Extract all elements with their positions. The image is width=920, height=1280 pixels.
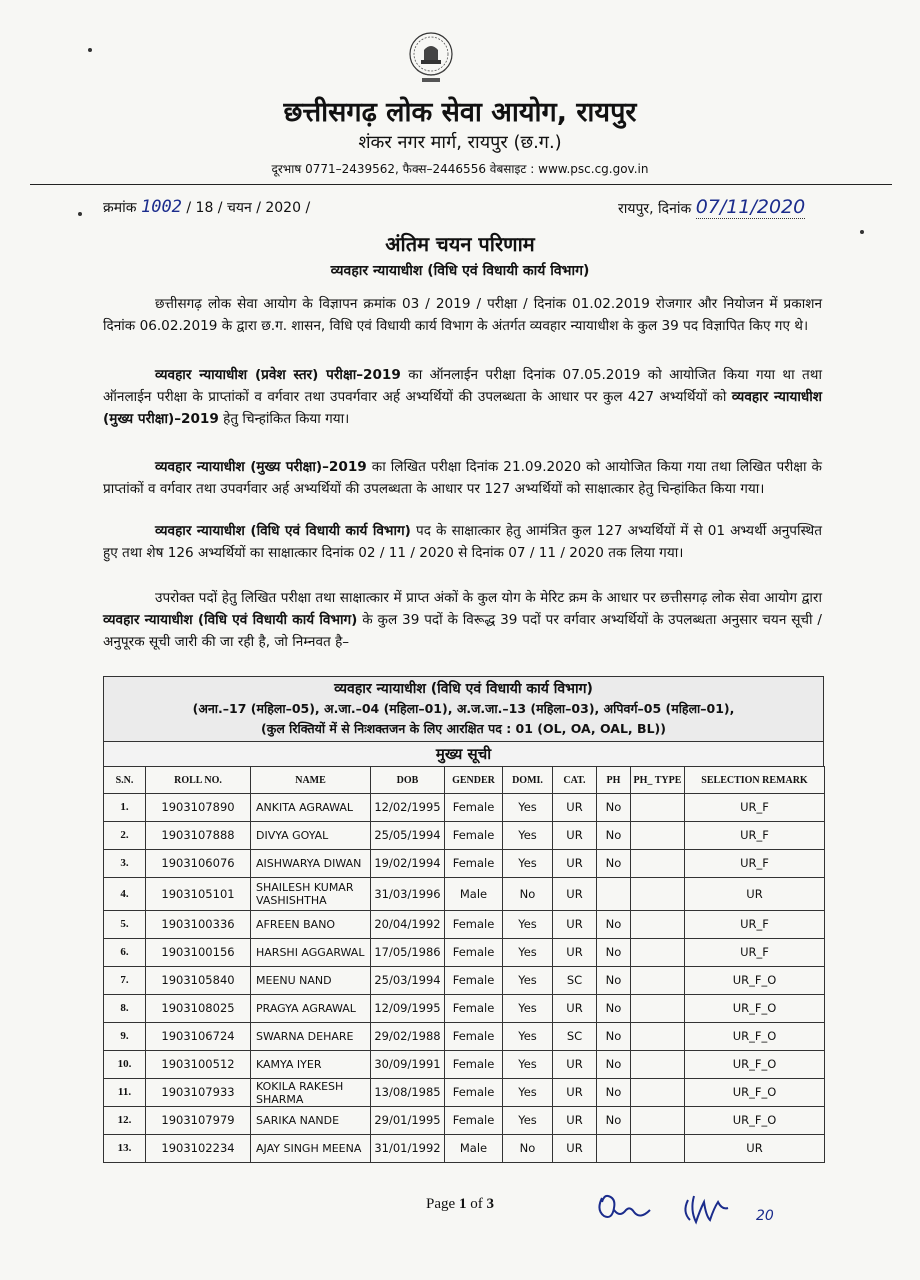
cell-sn: 6. [104, 939, 146, 967]
cell-remark: UR_F [685, 822, 825, 850]
cell-cat: UR [553, 911, 597, 939]
page-total: 3 [486, 1196, 494, 1212]
cell-cat: UR [553, 1079, 597, 1107]
cell-gender: Female [445, 911, 503, 939]
cell-name: AISHWARYA DIWAN [251, 850, 371, 878]
cell-sn: 7. [104, 967, 146, 995]
cell-sn: 12. [104, 1107, 146, 1135]
cell-domi: Yes [503, 1051, 553, 1079]
scan-speck [78, 212, 82, 216]
cell-remark: UR_F_O [685, 1023, 825, 1051]
cell-sn: 2. [104, 822, 146, 850]
cell-name: AJAY SINGH MEENA [251, 1135, 371, 1163]
cell-roll: 1903106724 [146, 1023, 251, 1051]
cell-name: SARIKA NANDE [251, 1107, 371, 1135]
cell-roll: 1903107888 [146, 822, 251, 850]
cell-roll: 1903102234 [146, 1135, 251, 1163]
paragraph-2-text-2: हेतु चिन्हांकित किया गया। [218, 411, 350, 427]
place-date-label: रायपुर, दिनांक [618, 201, 692, 217]
cell-ph: No [597, 1051, 631, 1079]
paragraph-3 [103, 456, 822, 500]
cell-domi: Yes [503, 822, 553, 850]
cell-remark: UR [685, 1135, 825, 1163]
cell-ph-type [631, 850, 685, 878]
column-header: GENDER [445, 767, 503, 794]
reference-prefix: क्रमांक [103, 200, 137, 216]
cell-cat: UR [553, 878, 597, 911]
cell-cat: UR [553, 1107, 597, 1135]
cell-dob: 31/01/1992 [371, 1135, 445, 1163]
cell-dob: 31/03/1996 [371, 878, 445, 911]
cell-gender: Female [445, 1023, 503, 1051]
document-title: अंतिम चयन परिणाम [385, 232, 535, 256]
cell-cat: UR [553, 939, 597, 967]
cell-name: KOKILA RAKESH SHARMA [251, 1079, 371, 1107]
cell-dob: 12/02/1995 [371, 794, 445, 822]
table-caption [103, 676, 824, 741]
header-divider [30, 184, 892, 185]
cell-sn: 8. [104, 995, 146, 1023]
table-row [104, 1051, 825, 1079]
cell-domi: Yes [503, 967, 553, 995]
selection-table-box [103, 676, 824, 1172]
table-row [104, 794, 825, 822]
cell-roll: 1903107890 [146, 794, 251, 822]
cell-domi: Yes [503, 850, 553, 878]
table-row [104, 1079, 825, 1107]
cell-cat: UR [553, 794, 597, 822]
cell-dob: 13/08/1985 [371, 1079, 445, 1107]
column-header: S.N. [104, 767, 146, 794]
cell-roll: 1903105101 [146, 878, 251, 911]
cell-sn: 9. [104, 1023, 146, 1051]
cell-remark: UR_F_O [685, 1107, 825, 1135]
paragraph-2-bold: व्यवहार न्यायाधीश (प्रवेश स्तर) परीक्षा–2019 [155, 367, 401, 383]
reference-handwritten-number: 1002 [140, 197, 182, 217]
handwritten-date: 07/11/2020 [695, 196, 806, 218]
cell-ph: No [597, 939, 631, 967]
cell-name: MEENU NAND [251, 967, 371, 995]
cell-name: AFREEN BANO [251, 911, 371, 939]
cell-dob: 30/09/1991 [371, 1051, 445, 1079]
cell-name: PRAGYA AGRAWAL [251, 995, 371, 1023]
column-header: DOMI. [503, 767, 553, 794]
cell-ph-type [631, 1079, 685, 1107]
org-contact: दूरभाष 0771–2439562, फैक्स–2446556 वेबसाइट : www.psc.cg.gov.in [271, 162, 649, 176]
paragraph-5-text: उपरोक्त पदों हेतु लिखित परीक्षा तथा साक्षात्कार में प्राप्त अंकों के कुल योग के मेरिट क्रम के आधार पर छत्तीसगढ़ लोक सेवा आयोग द्वारा [155, 590, 822, 606]
cell-domi: No [503, 878, 553, 911]
signatures [590, 1180, 820, 1240]
cell-domi: Yes [503, 794, 553, 822]
cell-remark: UR [685, 878, 825, 911]
cell-roll: 1903107979 [146, 1107, 251, 1135]
table-caption-reservation: (अना.–17 (महिला–05), अ.जा.–04 (महिला–01), अ.ज.जा.–13 (महिला–03), अपिवर्ग–05 (महिला–01), [192, 701, 735, 716]
cell-name: DIVYA GOYAL [251, 822, 371, 850]
cell-name: SHAILESH KUMAR VASHISHTHA [251, 878, 371, 911]
cell-ph-type [631, 1135, 685, 1163]
cell-domi: Yes [503, 939, 553, 967]
cell-remark: UR_F [685, 794, 825, 822]
cell-name: ANKITA AGRAWAL [251, 794, 371, 822]
cell-ph-type [631, 1023, 685, 1051]
government-emblem-icon [407, 30, 455, 88]
cell-ph: No [597, 850, 631, 878]
cell-domi: Yes [503, 995, 553, 1023]
cell-gender: Female [445, 1079, 503, 1107]
cell-ph-type [631, 995, 685, 1023]
cell-domi: Yes [503, 911, 553, 939]
cell-sn: 10. [104, 1051, 146, 1079]
paragraph-2-text: का ऑनलाईन परीक्षा दिनांक 07.05.2019 को आयोजित किया गया था तथा ऑनलाईन परीक्षा के प्राप्तांकों व वर्गवार तथा उपवर्गवार अर्ह अभ्यर्थियों की उपलब्धता के आधार पर कुल 427 अभ्यर्थियों को [103, 367, 822, 405]
paragraph-5 [103, 587, 822, 653]
cell-dob: 19/02/1994 [371, 850, 445, 878]
cell-gender: Female [445, 939, 503, 967]
table-row [104, 911, 825, 939]
cell-ph-type [631, 1051, 685, 1079]
cell-cat: UR [553, 1051, 597, 1079]
cell-cat: UR [553, 995, 597, 1023]
page-current: 1 [458, 1196, 467, 1212]
column-header: PH [597, 767, 631, 794]
cell-sn: 5. [104, 911, 146, 939]
selection-table [103, 766, 825, 1163]
cell-dob: 17/05/1986 [371, 939, 445, 967]
cell-dob: 25/05/1994 [371, 822, 445, 850]
table-row [104, 850, 825, 878]
cell-ph-type [631, 878, 685, 911]
cell-name: SWARNA DEHARE [251, 1023, 371, 1051]
cell-gender: Male [445, 1135, 503, 1163]
cell-ph: No [597, 995, 631, 1023]
cell-gender: Female [445, 1051, 503, 1079]
cell-domi: No [503, 1135, 553, 1163]
cell-remark: UR_F_O [685, 995, 825, 1023]
paragraph-5-text-2: के कुल 39 पदों के विरूद्ध 39 पदों पर वर्गवार अभ्यर्थियों के उपलब्धता अनुसार चयन सूची / अनुपूरक सूची जारी की जा रही है, जो निम्नवत है– [103, 612, 822, 650]
paragraph-5-bold: व्यवहार न्यायाधीश (विधि एवं विधायी कार्य विभाग) [103, 612, 358, 628]
column-header: ROLL NO. [146, 767, 251, 794]
cell-remark: UR_F_O [685, 1079, 825, 1107]
column-header: CAT. [553, 767, 597, 794]
cell-remark: UR_F [685, 850, 825, 878]
cell-sn: 4. [104, 878, 146, 911]
cell-ph-type [631, 967, 685, 995]
table-row [104, 878, 825, 911]
main-list-heading: मुख्य सूची [103, 741, 824, 766]
cell-remark: UR_F_O [685, 1051, 825, 1079]
cell-gender: Female [445, 822, 503, 850]
cell-domi: Yes [503, 1107, 553, 1135]
org-address: शंकर नगर मार्ग, रायपुर (छ.ग.) [358, 132, 562, 153]
paragraph-2-bold-2: व्यवहार न्यायाधीश (मुख्य परीक्षा)–2019 [103, 389, 822, 427]
cell-roll: 1903100336 [146, 911, 251, 939]
table-row [104, 995, 825, 1023]
cell-ph-type [631, 822, 685, 850]
cell-ph: No [597, 1107, 631, 1135]
paragraph-4 [103, 520, 822, 564]
cell-remark: UR_F [685, 911, 825, 939]
cell-cat: UR [553, 850, 597, 878]
paragraph-1: छत्तीसगढ़ लोक सेवा आयोग के विज्ञापन क्रमांक 03 / 2019 / परीक्षा / दिनांक 01.02.2019 रोजगार और नियोजन में प्रकाशन दिनांक 06.02.2019 के द्वारा छ.ग. शासन, विधि एवं विधायी कार्य विभाग के अंतर्गत व्यवहार न्यायाधीश के कुल 39 पद विज्ञापित किए गए थे। [103, 296, 822, 334]
cell-gender: Female [445, 850, 503, 878]
table-row [104, 939, 825, 967]
cell-sn: 13. [104, 1135, 146, 1163]
cell-ph-type [631, 939, 685, 967]
cell-name: HARSHI AGGARWAL [251, 939, 371, 967]
cell-roll: 1903108025 [146, 995, 251, 1023]
cell-name: KAMYA IYER [251, 1051, 371, 1079]
cell-cat: SC [553, 967, 597, 995]
cell-roll: 1903100512 [146, 1051, 251, 1079]
paragraph-4-text: पद के साक्षात्कार हेतु आमंत्रित कुल 127 अभ्यर्थियों में से 01 अभ्यर्थी अनुपस्थित हुए तथा शेष 126 अभ्यर्थियों का साक्षात्कार दिनांक 02 / 11 / 2020 से दिनांक 07 / 11 / 2020 तक लिया गया। [103, 523, 822, 561]
scan-speck [88, 48, 92, 52]
cell-gender: Female [445, 995, 503, 1023]
cell-ph [597, 1135, 631, 1163]
cell-gender: Female [445, 1107, 503, 1135]
cell-gender: Male [445, 878, 503, 911]
cell-roll: 1903107933 [146, 1079, 251, 1107]
cell-dob: 12/09/1995 [371, 995, 445, 1023]
signature-note: 20 [756, 1208, 774, 1224]
cell-ph [597, 878, 631, 911]
cell-ph: No [597, 822, 631, 850]
cell-dob: 29/01/1995 [371, 1107, 445, 1135]
cell-ph: No [597, 1079, 631, 1107]
paragraph-4-bold: व्यवहार न्यायाधीश (विधि एवं विधायी कार्य विभाग) [155, 523, 411, 539]
column-header: NAME [251, 767, 371, 794]
cell-gender: Female [445, 967, 503, 995]
cell-roll: 1903100156 [146, 939, 251, 967]
cell-ph-type [631, 911, 685, 939]
cell-ph-type [631, 794, 685, 822]
cell-gender: Female [445, 794, 503, 822]
column-header: PH_ TYPE [631, 767, 685, 794]
cell-ph: No [597, 911, 631, 939]
cell-dob: 20/04/1992 [371, 911, 445, 939]
column-header: SELECTION REMARK [685, 767, 825, 794]
cell-ph: No [597, 967, 631, 995]
reference-suffix: / 18 / चयन / 2020 / [186, 200, 311, 216]
cell-domi: Yes [503, 1079, 553, 1107]
table-row [104, 1107, 825, 1135]
cell-remark: UR_F [685, 939, 825, 967]
paragraph-2 [103, 364, 822, 430]
cell-dob: 29/02/1988 [371, 1023, 445, 1051]
place-date [618, 196, 805, 218]
table-caption-title: व्यवहार न्यायाधीश (विधि एवं विधायी कार्य विभाग) [334, 681, 593, 697]
cell-sn: 1. [104, 794, 146, 822]
cell-roll: 1903105840 [146, 967, 251, 995]
cell-sn: 11. [104, 1079, 146, 1107]
table-row [104, 1135, 825, 1163]
cell-cat: SC [553, 1023, 597, 1051]
column-header: DOB [371, 767, 445, 794]
table-row [104, 967, 825, 995]
table-caption-disabled: (कुल रिक्तियों में से निःशक्तजन के लिए आरक्षित पद : 01 (OL, OA, OAL, BL)) [261, 721, 666, 736]
cell-roll: 1903106076 [146, 850, 251, 878]
table-header-row [104, 767, 825, 794]
cell-remark: UR_F_O [685, 967, 825, 995]
cell-ph: No [597, 794, 631, 822]
page-mid: of [466, 1196, 487, 1212]
paragraph-3-bold: व्यवहार न्यायाधीश (मुख्य परीक्षा)–2019 [155, 459, 367, 475]
page-prefix: Page [426, 1196, 459, 1212]
table-body [104, 794, 825, 1163]
cell-domi: Yes [503, 1023, 553, 1051]
cell-dob: 25/03/1994 [371, 967, 445, 995]
cell-cat: UR [553, 1135, 597, 1163]
document-subtitle: व्यवहार न्यायाधीश (विधि एवं विधायी कार्य विभाग) [330, 263, 590, 279]
cell-sn: 3. [104, 850, 146, 878]
reference-number [103, 197, 310, 217]
table-row [104, 1023, 825, 1051]
org-name: छत्तीसगढ़ लोक सेवा आयोग, रायपुर [283, 97, 637, 128]
paragraph-3-text: का लिखित परीक्षा दिनांक 21.09.2020 को आयोजित किया गया तथा लिखित परीक्षा के प्राप्तांकों व वर्गवार तथा उपवर्गवार अर्ह अभ्यर्थियों की उपलब्धता के आधार पर 127 अभ्यर्थियों को साक्षात्कार हेतु चिन्हांकित किया गया। [103, 459, 822, 497]
cell-ph-type [631, 1107, 685, 1135]
cell-ph: No [597, 1023, 631, 1051]
scan-speck [860, 230, 864, 234]
cell-cat: UR [553, 822, 597, 850]
table-row [104, 822, 825, 850]
